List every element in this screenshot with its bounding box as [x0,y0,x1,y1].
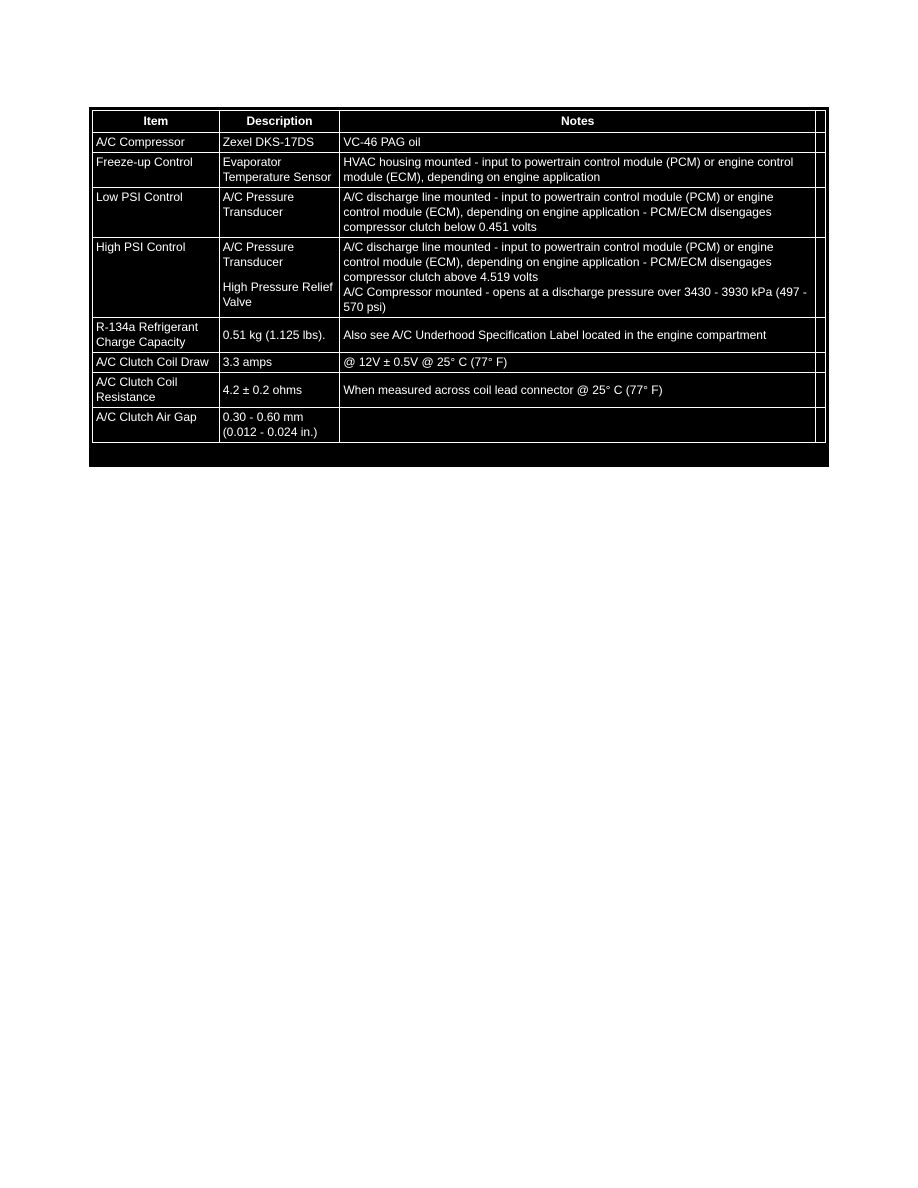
cell-notes-part: A/C discharge line mounted - input to powertrain control module (PCM) or engine control module (ECM), depending on engine application - PCM/ECM disengages compressor clutch above 4.519 volts [343,240,774,284]
cell-spacer [815,133,825,153]
cell-notes: Also see A/C Underhood Specification Label located in the engine compartment [340,318,816,353]
cell-notes: A/C discharge line mounted - input to powertrain control module (PCM) or engine control module (ECM), depending on engine application - PCM/ECM disengages compressor clutch below 0.451 volts [340,188,816,238]
cell-item: R-134a Refrigerant Charge Capacity [93,318,220,353]
table-row [93,373,826,408]
table-row [93,133,826,153]
cell-description: 4.2 ± 0.2 ohms [219,373,340,408]
spec-table [92,110,826,443]
cell-notes: VC-46 PAG oil [340,133,816,153]
cell-notes [340,238,816,318]
cell-item: A/C Clutch Coil Resistance [93,373,220,408]
table-header-row [93,111,826,133]
cell-description: 0.30 - 0.60 mm (0.012 - 0.024 in.) [219,408,340,443]
cell-description: 0.51 kg (1.125 lbs). [219,318,340,353]
cell-description-part: High Pressure Relief Valve [222,280,333,309]
cell-item: A/C Compressor [93,133,220,153]
cell-item: Low PSI Control [93,188,220,238]
cell-notes: When measured across coil lead connector @ 25° C (77° F) [340,373,816,408]
cell-description [219,238,340,318]
cell-description: 3.3 amps [219,353,340,373]
cell-notes [340,408,816,443]
cell-spacer [815,318,825,353]
cell-notes: @ 12V ± 0.5V @ 25° C (77° F) [340,353,816,373]
table-row [93,318,826,353]
cell-notes-part: A/C Compressor mounted - opens at a discharge pressure over 3430 - 3930 kPa (497 - 570 psi) [343,285,807,314]
cell-description: Zexel DKS-17DS [219,133,340,153]
spec-table-frame [89,107,829,467]
cell-item: High PSI Control [93,238,220,318]
cell-spacer [815,373,825,408]
table-row [93,238,826,318]
cell-item: Freeze-up Control [93,153,220,188]
header-item: Item [93,111,220,133]
header-spacer [815,111,825,133]
cell-spacer [815,188,825,238]
cell-description: Evaporator Temperature Sensor [219,153,340,188]
cell-notes: HVAC housing mounted - input to powertrain control module (PCM) or engine control module (ECM), depending on engine application [340,153,816,188]
cell-item: A/C Clutch Air Gap [93,408,220,443]
cell-item: A/C Clutch Coil Draw [93,353,220,373]
header-description: Description [219,111,340,133]
table-row [93,408,826,443]
header-notes: Notes [340,111,816,133]
table-row [93,188,826,238]
table-row [93,353,826,373]
cell-description: A/C Pressure Transducer [219,188,340,238]
description-gap [223,270,337,280]
cell-spacer [815,353,825,373]
cell-spacer [815,238,825,318]
cell-spacer [815,153,825,188]
cell-spacer [815,408,825,443]
cell-description-part: A/C Pressure Transducer [222,240,295,269]
table-row [93,153,826,188]
